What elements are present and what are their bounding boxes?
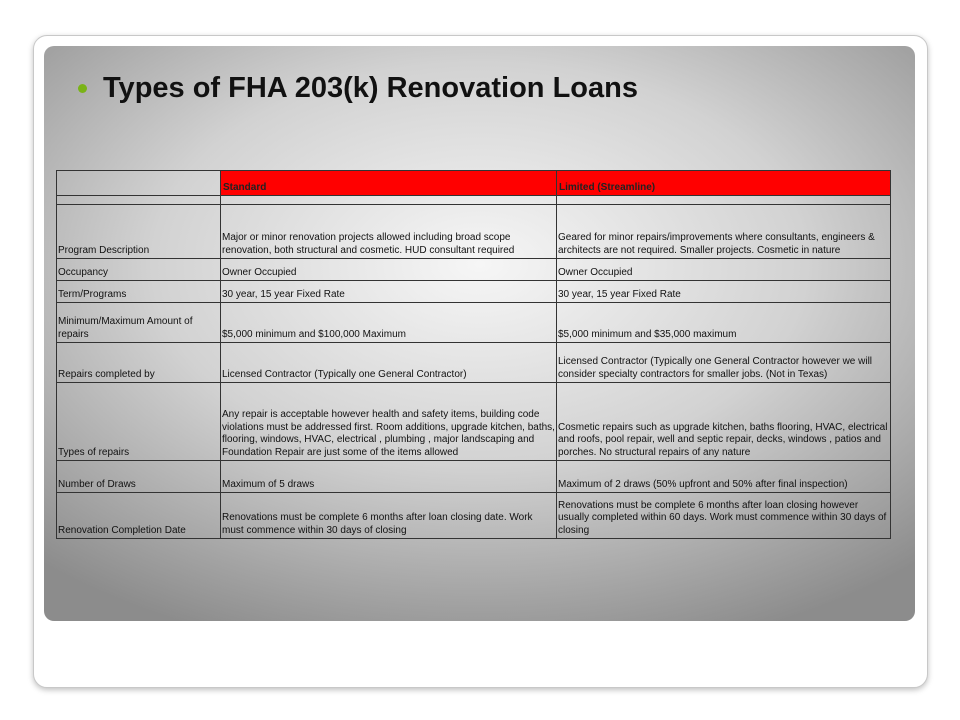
table-row	[57, 383, 891, 461]
row-label: Number of Draws	[57, 461, 221, 493]
row-label: Program Description	[57, 205, 221, 259]
row-label: Occupancy	[57, 259, 221, 281]
table-row	[57, 205, 891, 259]
row-label: Term/Programs	[57, 281, 221, 303]
standard-cell: $5,000 minimum and $100,000 Maximum	[221, 303, 557, 343]
table-row	[57, 343, 891, 383]
title-row	[78, 68, 638, 108]
limited-cell: Cosmetic repairs such as upgrade kitchen, baths flooring, HVAC, electrical and roofs, pool repair, well and septic repair, decks, windows , patios and porches. No structural repairs of any nature	[557, 383, 891, 461]
row-label: Repairs completed by	[57, 343, 221, 383]
limited-cell: Maximum of 2 draws (50% upfront and 50% after final inspection)	[557, 461, 891, 493]
header-blank	[57, 171, 221, 196]
row-label: Minimum/Maximum Amount of repairs	[57, 303, 221, 343]
standard-cell: Maximum of 5 draws	[221, 461, 557, 493]
row-label: Renovation Completion Date	[57, 493, 221, 539]
spacer-row	[57, 196, 891, 205]
limited-cell: 30 year, 15 year Fixed Rate	[557, 281, 891, 303]
standard-cell: Any repair is acceptable however health and safety items, building code violations must be addressed first. Room additions, upgrade kitchen, baths, flooring, windows, HVAC, electrical , plumbing , major landscaping and Foundation Repair are just some of the items allowed	[221, 383, 557, 461]
header-row	[57, 171, 891, 196]
limited-cell: $5,000 minimum and $35,000 maximum	[557, 303, 891, 343]
slide-title: Types of FHA 203(k) Renovation Loans	[103, 71, 638, 104]
loan-comparison-table	[56, 170, 891, 539]
table-row	[57, 461, 891, 493]
header-limited: Limited (Streamline)	[557, 171, 891, 196]
row-label: Types of repairs	[57, 383, 221, 461]
table-row	[57, 259, 891, 281]
standard-cell: Licensed Contractor (Typically one General Contractor)	[221, 343, 557, 383]
table-row	[57, 493, 891, 539]
standard-cell: Renovations must be complete 6 months after loan closing date. Work must commence within 30 days of closing	[221, 493, 557, 539]
limited-cell: Geared for minor repairs/improvements where consultants, engineers & architects are not required. Smaller projects. Cosmetic in nature	[557, 205, 891, 259]
limited-cell: Renovations must be complete 6 months after loan closing however usually completed within 60 days. Work must commence within 30 days of closing	[557, 493, 891, 539]
standard-cell: 30 year, 15 year Fixed Rate	[221, 281, 557, 303]
table-row	[57, 303, 891, 343]
table-row	[57, 281, 891, 303]
standard-cell: Major or minor renovation projects allowed including broad scope renovation, both structural and cosmetic. HUD consultant required	[221, 205, 557, 259]
standard-cell: Owner Occupied	[221, 259, 557, 281]
header-standard: Standard	[221, 171, 557, 196]
limited-cell: Owner Occupied	[557, 259, 891, 281]
limited-cell: Licensed Contractor (Typically one General Contractor however we will consider specialty contractors for smaller jobs. (Not in Texas)	[557, 343, 891, 383]
bullet-icon	[78, 84, 87, 93]
